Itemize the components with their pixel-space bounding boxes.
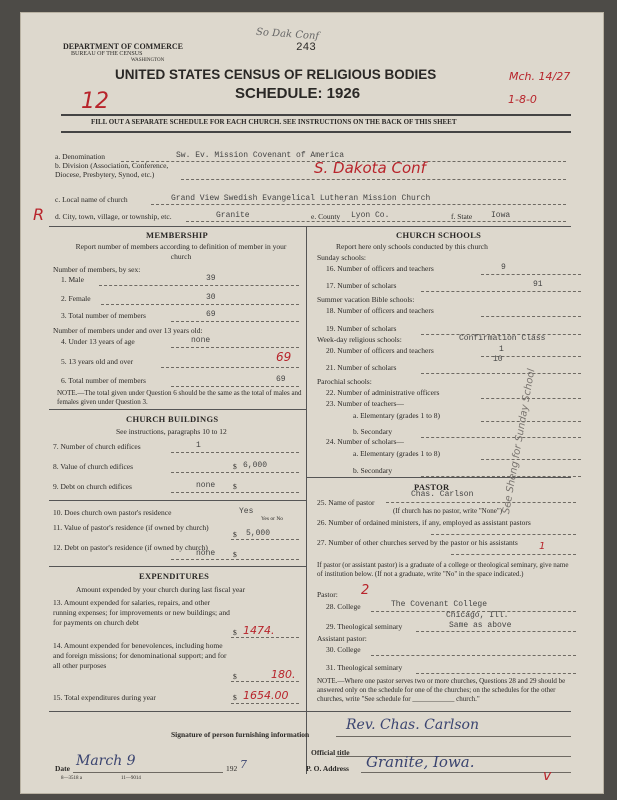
q17-value: 91 [533, 280, 543, 289]
q12-line [171, 559, 299, 560]
q2-label: 2. Female [61, 294, 91, 303]
q23a-label: a. Elementary (grades 1 to 8) [353, 411, 441, 420]
q29-value: Same as above [449, 621, 512, 630]
q16-value: 9 [501, 263, 506, 272]
q8-value: 6,000 [243, 461, 268, 470]
q24a-line [481, 459, 581, 460]
header-rule-bottom [61, 131, 571, 133]
buildings-intro: See instructions, paragraphs 10 to 12 [116, 427, 227, 436]
q28-value: The Covenant College [391, 600, 488, 609]
q5-line [161, 367, 299, 368]
q11-value: 5,000 [246, 529, 271, 538]
schedule-title: SCHEDULE: 1926 [235, 85, 361, 102]
q1-label: 1. Male [61, 275, 84, 284]
q23b-label: b. Secondary [353, 427, 393, 436]
q25-note: (If church has no pastor, write "None") [393, 507, 503, 515]
membership-divider [49, 409, 306, 410]
q13-label: 13. Amount expended for salaries, repairs, and other running expenses; for improvements or new buildings; and for payments on church debt [53, 598, 230, 627]
local-name-value: Grand View Swedish Evangelical Lutheran Mission Church [171, 194, 431, 203]
q14-value: 180. [271, 668, 296, 681]
expenditures-intro: Amount expended by your church during last fiscal year [76, 585, 246, 594]
po-address-value: Granite, Iowa. [366, 753, 475, 771]
q16-line [481, 274, 581, 275]
q11-label: 11. Value of pastor's residence (if owned by church) [53, 523, 209, 532]
local-name-line [151, 204, 566, 205]
county-value: Lyon Co. [351, 211, 390, 220]
division-value: S. Dakota Conf [314, 159, 426, 177]
red-corner-mark: v [543, 768, 552, 784]
signature-value: Rev. Chas. Carlson [346, 717, 479, 733]
year-prefix: 192 [226, 764, 238, 773]
membership-intro: Report number of members according to definition of member in your church [75, 242, 287, 261]
q10-value: Yes [239, 507, 254, 516]
q13-line [231, 637, 299, 638]
signature-label: Signature of person furnishing information [171, 730, 310, 739]
q9-line [171, 492, 299, 493]
parochial-schools-label: Parochial schools: [317, 377, 372, 386]
date-line [73, 772, 223, 773]
q9-label: 9. Debt on church edifices [53, 482, 132, 491]
q8-line [171, 472, 299, 473]
schools-heading: CHURCH SCHOOLS [396, 230, 482, 240]
q30-line [371, 655, 576, 656]
side-pencil-note: See Sheng for Sunday School [501, 367, 538, 515]
q31-label: 31. Theological seminary [326, 663, 403, 672]
instructions-line: FILL OUT A SEPARATE SCHEDULE FOR EACH CHURCH. SEE INSTRUCTIONS ON THE BACK OF THIS SHEET [91, 118, 457, 126]
q2-line [101, 304, 299, 305]
expenditures-heading: EXPENDITURES [139, 571, 210, 581]
q11-line [231, 539, 299, 540]
form-title: UNITED STATES CENSUS OF RELIGIOUS BODIES [115, 67, 437, 82]
red-r-mark: R [33, 205, 45, 224]
buildings-mid-divider [49, 500, 306, 501]
q24b-label: b. Secondary [353, 466, 393, 475]
print-code: 8—3518 a [61, 776, 82, 781]
q2-value: 30 [206, 293, 216, 302]
q9-dollar: $ [233, 482, 237, 491]
denomination-label: a. Denomination [55, 152, 105, 161]
q7-value: 1 [196, 441, 201, 450]
q30-label: 30. College [326, 645, 361, 654]
state-label: f. State [451, 212, 473, 221]
membership-note: NOTE.—The total given under Question 6 should be the same as the total of males and females given under Question 3. [57, 389, 302, 406]
schools-divider [306, 477, 571, 478]
q16-label: 16. Number of officers and teachers [326, 264, 434, 273]
q27-line [451, 554, 576, 555]
q25-value: Chas. Carlson [411, 490, 474, 499]
q11-dollar: $ [233, 530, 237, 539]
q17-label: 17. Number of scholars [326, 281, 397, 290]
q28-city: Chicago, Ill. [446, 611, 509, 620]
department-label: DEPARTMENT OF COMMERCE [63, 42, 184, 51]
q21-label: 21. Number of scholars [326, 363, 397, 372]
q5-label: 5. 13 years old and over [61, 357, 134, 366]
q29-label: 29. Theological seminary [326, 622, 403, 631]
weekday-schools-label: Week-day religious schools: [317, 335, 402, 344]
conference-note: So Dak Conf [255, 26, 320, 43]
q8-label: 8. Value of church edifices [53, 462, 134, 471]
q4-label: 4. Under 13 years of age [61, 337, 135, 346]
bureau-label: BUREAU OF THE CENSUS [71, 51, 143, 57]
q21-value: 10 [493, 355, 503, 364]
signature-line [336, 736, 571, 737]
denomination-value: Sw. Ev. Mission Covenant of America [176, 151, 345, 160]
date-value: March 9 [76, 753, 136, 769]
header-rule-top [61, 114, 571, 116]
q4-value: none [191, 336, 211, 345]
q24-label: 24. Number of scholars— [326, 437, 404, 446]
q18-label: 18. Number of officers and teachers [326, 306, 434, 315]
po-address-line [361, 772, 571, 773]
city-county-state-line [186, 221, 566, 222]
q25-line [386, 502, 576, 503]
q6-line [171, 386, 299, 387]
city-label: d. City, town, village, or township, etc. [55, 212, 172, 221]
q23b-line [421, 437, 581, 438]
q13-value: 1474. [243, 624, 275, 637]
q14-label: 14. Amount expended for benevolences, including home and foreign missions; for denominational support; and for all other purposes [53, 641, 227, 670]
q29-line [416, 631, 576, 632]
pastor-red-mark: 2 [361, 583, 370, 598]
q23-label: 23. Number of teachers— [326, 399, 404, 408]
q25-label: 25. Name of pastor [317, 498, 375, 507]
county-label: e. County [311, 212, 341, 221]
q7-line [171, 452, 299, 453]
q27-label: 27. Number of other churches served by the pastor or his assistants [317, 538, 518, 547]
date-label: Date [55, 764, 70, 773]
q15-label: 15. Total expenditures during year [53, 693, 156, 702]
red-margin-number: 12 [81, 89, 109, 114]
buildings-divider [49, 566, 306, 567]
sunday-schools-label: Sunday schools: [317, 253, 366, 262]
division-line [181, 179, 566, 180]
q4-line [171, 347, 299, 348]
members-by-sex-label: Number of members, by sex: [53, 265, 141, 274]
pastor-note: NOTE.—Where one pastor serves two or more churches, Questions 28 and 29 should be answered only on the schedule for one of the churches; on the schedules for the other churches, write "See schedule for ____________ church." [317, 677, 566, 703]
q8-dollar: $ [233, 462, 237, 471]
graduate-intro: If pastor (or assistant pastor) is a graduate of a college or theological seminary, give name of institution below. (If not a graduate, write "No" in the space indicated.) [317, 561, 569, 578]
q14-line [231, 681, 299, 682]
q3-value: 69 [206, 310, 216, 319]
q12-dollar: $ [233, 550, 237, 559]
pastor-subhead: Pastor: [317, 590, 338, 599]
print-code-2: 11—9014 [121, 776, 141, 781]
q15-dollar: $ [233, 693, 237, 702]
q26-label: 26. Number of ordained ministers, if any, employed as assistant pastors [317, 518, 531, 527]
form-number: 243 [296, 42, 316, 54]
q27-value: 1 [539, 541, 546, 552]
members-by-age-label: Number of members under and over 13 years old: [53, 326, 203, 335]
q18-line [481, 316, 581, 317]
q26-line [431, 534, 576, 535]
assistant-subhead: Assistant pastor: [317, 634, 367, 643]
q1-line [99, 285, 299, 286]
q19-label: 19. Number of scholars [326, 324, 397, 333]
q3-line [171, 321, 299, 322]
official-title-label: Official title [311, 748, 350, 757]
received-date-note: Mch. 14/27 [509, 70, 571, 83]
code-note: 1-8-0 [508, 93, 537, 106]
state-value: Iowa [491, 211, 511, 220]
local-name-label: c. Local name of church [55, 195, 128, 204]
city-label: WASHINGTON [131, 58, 165, 63]
footer-divider [49, 711, 571, 712]
section-divider-top [49, 226, 571, 227]
year-digit: 7 [240, 758, 247, 771]
pastor-heading: PASTOR [414, 482, 450, 492]
q22-label: 22. Number of administrative officers [326, 388, 440, 397]
yes-no-hint: Yes or No [261, 516, 284, 522]
q12-value: none [196, 549, 216, 558]
q3-label: 3. Total number of members [61, 311, 146, 320]
q9-value: none [196, 481, 216, 490]
q1-value: 39 [206, 274, 216, 283]
census-schedule-sheet [20, 12, 604, 794]
q7-label: 7. Number of church edifices [53, 442, 141, 451]
q13-dollar: $ [233, 628, 237, 637]
q5-value: 69 [276, 350, 292, 364]
q20-value: 1 [499, 345, 504, 354]
division-label: b. Division (Association, Conference, Diocese, Presbytery, Synod, etc.) [55, 161, 169, 179]
weekday-schools-value: Confirmation Class [459, 334, 546, 343]
q6-label: 6. Total number of members [61, 376, 146, 385]
summer-schools-label: Summer vacation Bible schools: [317, 295, 415, 304]
q17-line [421, 291, 581, 292]
schools-intro: Report here only schools conducted by this church [336, 242, 488, 251]
column-divider [306, 226, 307, 774]
po-address-label: P. O. Address [306, 764, 349, 773]
q15-line [231, 703, 299, 704]
city-value: Granite [216, 211, 250, 220]
q28-label: 28. College [326, 602, 361, 611]
q23a-line [481, 421, 581, 422]
q31-line [416, 673, 576, 674]
q21-line [421, 373, 581, 374]
q10-label: 10. Does church own pastor's residence [53, 508, 172, 517]
membership-heading: MEMBERSHIP [146, 230, 209, 240]
q6-value: 69 [276, 375, 286, 384]
q12-label: 12. Debt on pastor's residence (if owned by church) [53, 543, 208, 552]
q20-label: 20. Number of officers and teachers [326, 346, 434, 355]
q15-value: 1654.00 [243, 689, 289, 702]
buildings-heading: CHURCH BUILDINGS [126, 414, 219, 424]
q24a-label: a. Elementary (grades 1 to 8) [353, 449, 441, 458]
q14-dollar: $ [233, 672, 237, 681]
